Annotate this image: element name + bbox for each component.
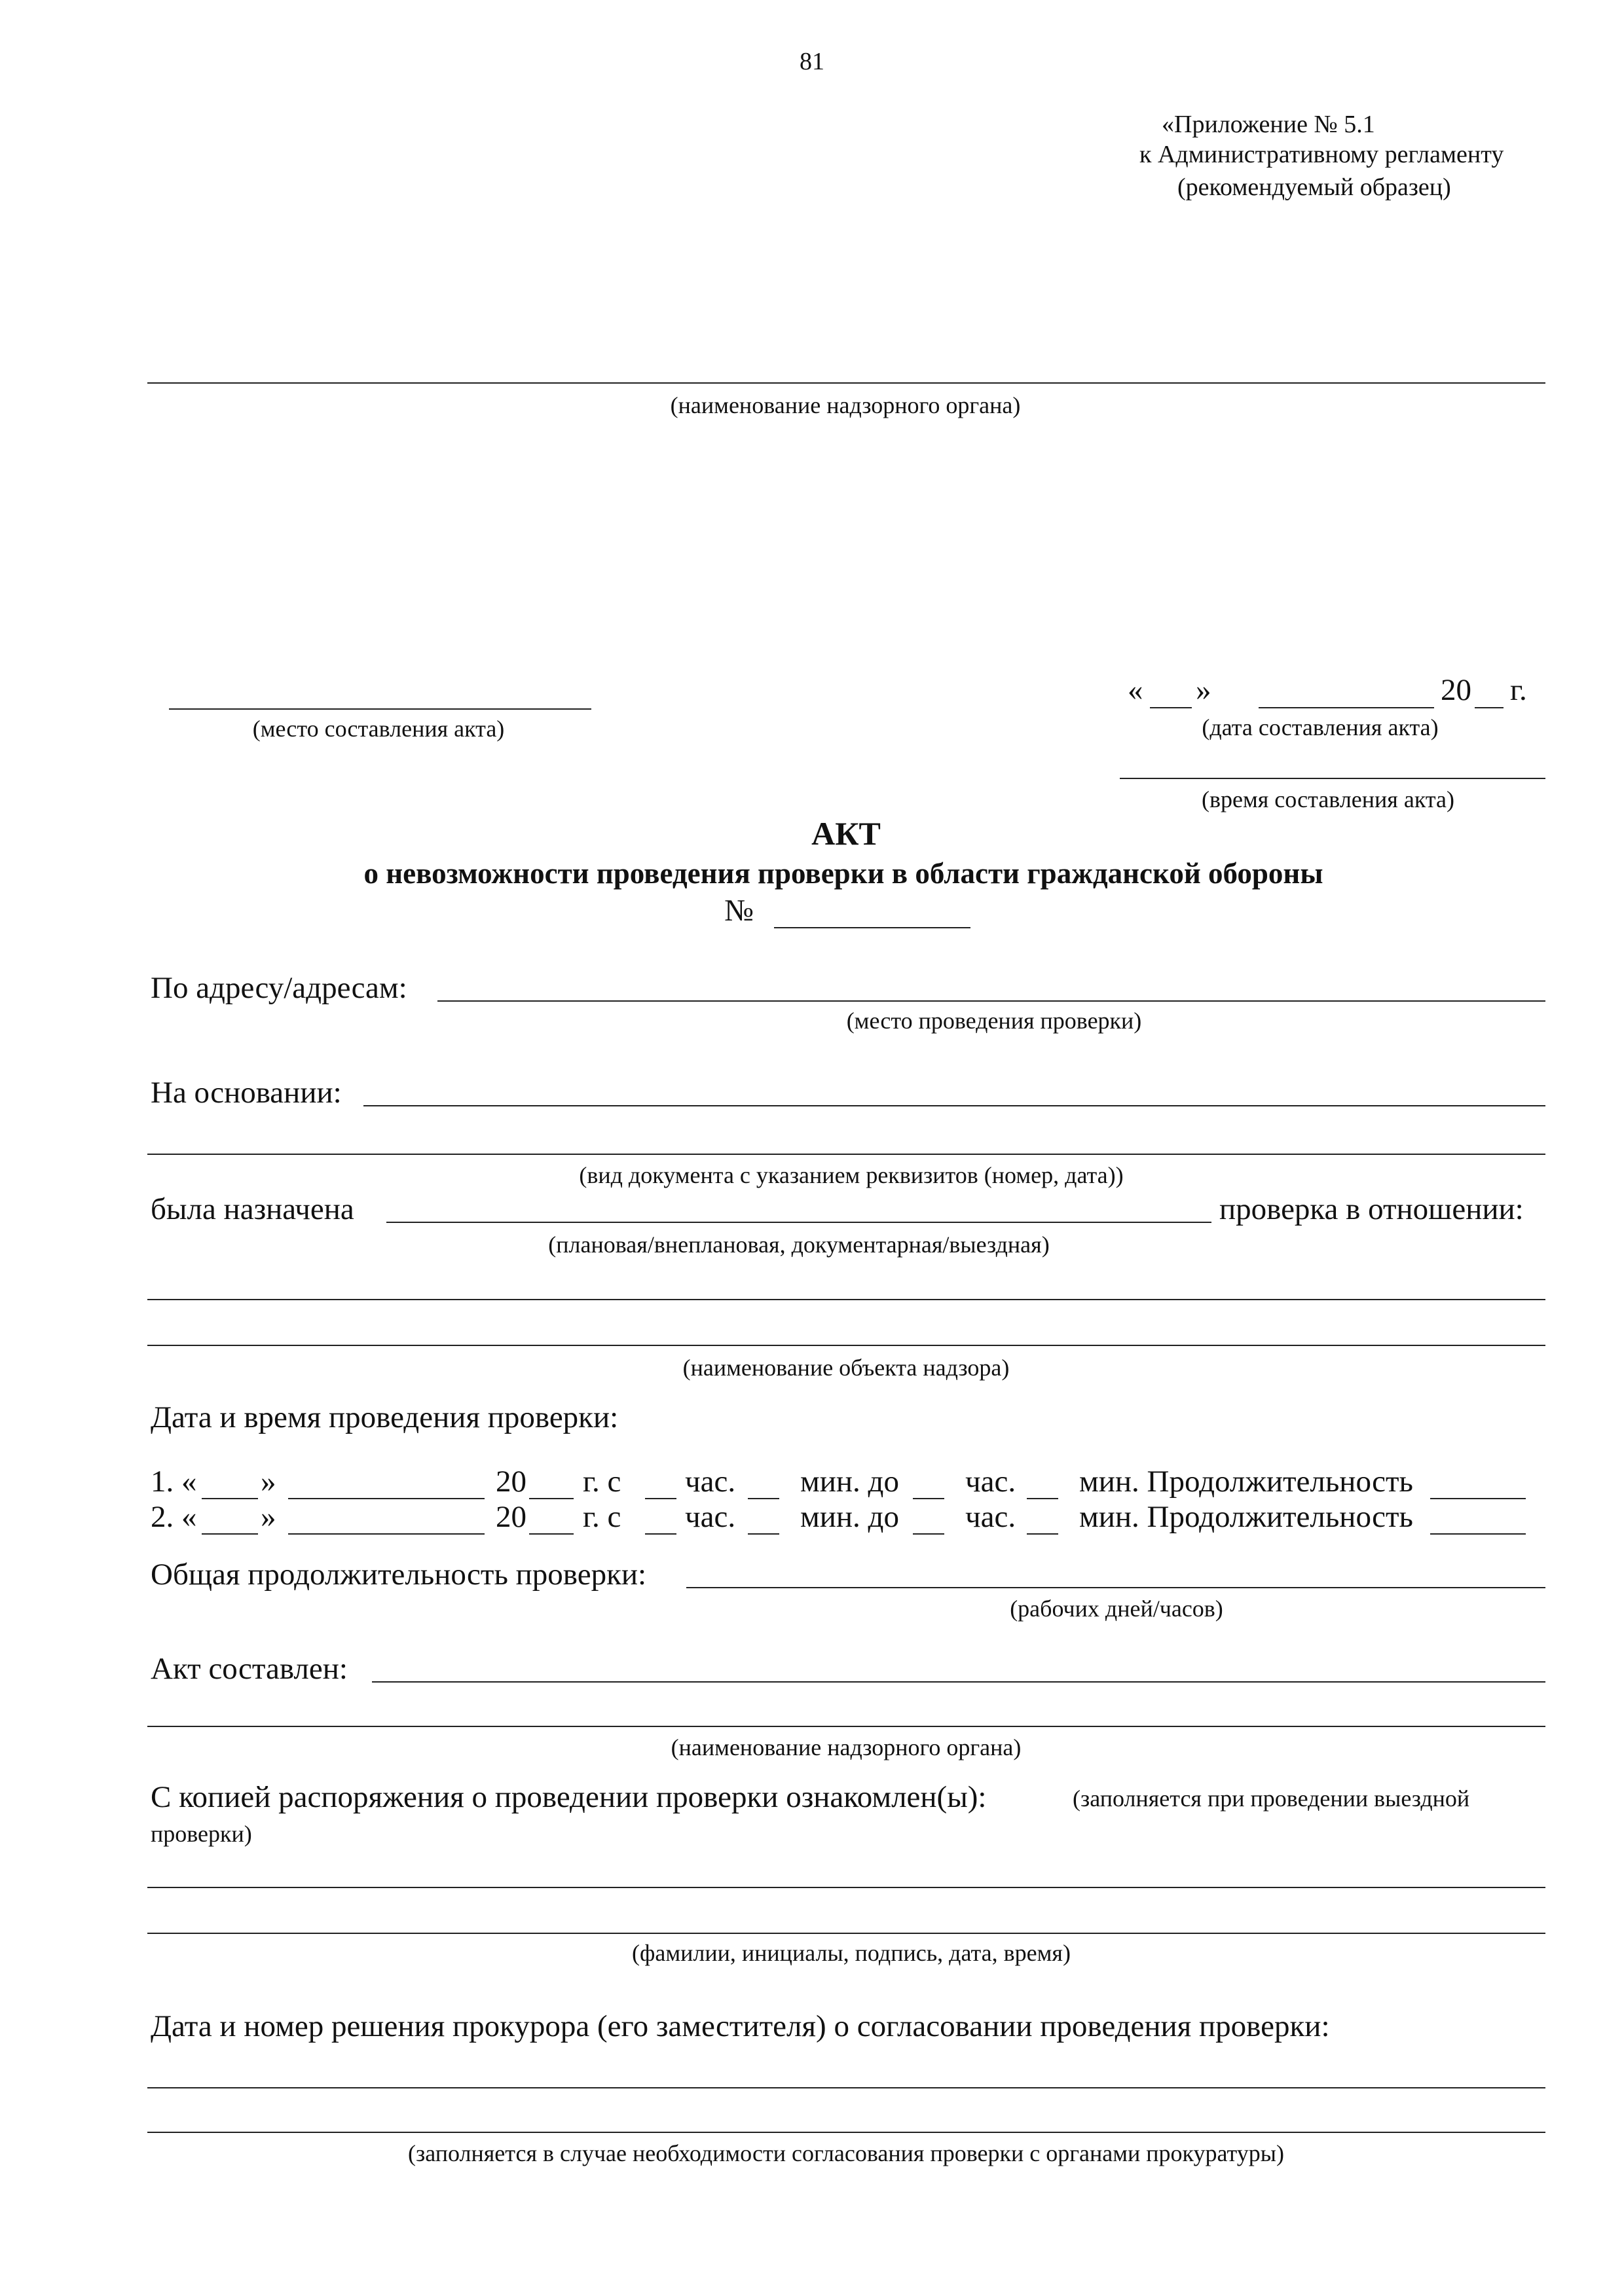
schedule-hour-to-line[interactable] bbox=[913, 1533, 944, 1535]
work-days-caption: (рабочих дней/часов) bbox=[1010, 1595, 1223, 1622]
appendix-line-2: к Административному регламенту bbox=[1139, 141, 1504, 168]
act-drawn-line-1[interactable] bbox=[372, 1681, 1545, 1683]
appendix-line-1: «Приложение № 5.1 bbox=[1162, 111, 1375, 138]
schedule-month-line[interactable] bbox=[288, 1498, 485, 1499]
document-basis-caption: (вид документа с указанием реквизитов (номер, дата)) bbox=[579, 1162, 1124, 1188]
basis-line-2[interactable] bbox=[147, 1154, 1545, 1155]
copy-note-line-b: проверки) bbox=[151, 1821, 252, 1847]
schedule-year-line[interactable] bbox=[529, 1533, 574, 1535]
address-line[interactable] bbox=[437, 1000, 1545, 1002]
schedule-row-number: 2. « bbox=[151, 1500, 197, 1534]
inspection-type-line[interactable] bbox=[386, 1222, 1211, 1223]
schedule-g-s: г. с bbox=[583, 1500, 621, 1534]
schedule-min-to-label: мин. до bbox=[800, 1500, 899, 1534]
inspection-of-label: проверка в отношении: bbox=[1219, 1192, 1524, 1226]
schedule-quote-close: » bbox=[261, 1465, 276, 1499]
datetime-label: Дата и время проведения проверки: bbox=[151, 1400, 619, 1434]
date-year-suffix: г. bbox=[1510, 673, 1527, 707]
act-number-sign: № bbox=[724, 894, 754, 928]
schedule-quote-close: » bbox=[261, 1500, 276, 1534]
signatures-line-2[interactable] bbox=[147, 1933, 1545, 1934]
place-of-act-line[interactable] bbox=[169, 708, 591, 710]
inspection-place-caption: (место проведения проверки) bbox=[846, 1008, 1142, 1034]
place-of-act-caption: (место составления акта) bbox=[252, 716, 505, 742]
schedule-year-prefix: 20 bbox=[496, 1465, 526, 1499]
basis-line-1[interactable] bbox=[363, 1105, 1545, 1106]
schedule-hour-label-2: час. bbox=[965, 1465, 1016, 1499]
schedule-hour-to-line[interactable] bbox=[913, 1498, 944, 1499]
date-month-line[interactable] bbox=[1259, 707, 1434, 708]
schedule-year-line[interactable] bbox=[529, 1498, 574, 1499]
date-year-prefix: 20 bbox=[1441, 673, 1471, 707]
copy-label: С копией распоряжения о проведении проверки ознакомлен(ы): bbox=[151, 1780, 987, 1814]
schedule-min-to-label: мин. до bbox=[800, 1465, 899, 1499]
prosecutor-note-caption: (заполняется в случае необходимости согласования проверки с органами прокуратуры) bbox=[408, 2140, 1284, 2166]
date-year-line[interactable] bbox=[1475, 707, 1504, 708]
schedule-year-prefix: 20 bbox=[496, 1500, 526, 1534]
supervisory-body-line[interactable] bbox=[147, 382, 1545, 384]
page-number: 81 bbox=[800, 48, 824, 75]
assigned-label: была назначена bbox=[151, 1192, 354, 1226]
supervision-object-caption: (наименование объекта надзора) bbox=[682, 1355, 1010, 1381]
schedule-g-s: г. с bbox=[583, 1465, 621, 1499]
schedule-min-to-line[interactable] bbox=[1027, 1533, 1058, 1535]
supervision-object-line-2[interactable] bbox=[147, 1345, 1545, 1346]
schedule-min-duration-label: мин. Продолжительность bbox=[1079, 1500, 1413, 1534]
act-drawn-label: Акт составлен: bbox=[151, 1652, 348, 1686]
basis-label: На основании: bbox=[151, 1076, 342, 1110]
schedule-min-from-line[interactable] bbox=[748, 1533, 779, 1535]
time-of-act-line[interactable] bbox=[1120, 778, 1545, 779]
supervisory-body-caption: (наименование надзорного органа) bbox=[670, 392, 1021, 418]
act-title: АКТ bbox=[811, 815, 881, 852]
date-quote-open: « bbox=[1128, 673, 1143, 707]
schedule-hour-from-line[interactable] bbox=[645, 1533, 676, 1535]
schedule-duration-line[interactable] bbox=[1430, 1533, 1526, 1535]
signatures-caption: (фамилии, инициалы, подпись, дата, время) bbox=[632, 1940, 1071, 1966]
total-duration-label: Общая продолжительность проверки: bbox=[151, 1558, 647, 1592]
prosecutor-line-1[interactable] bbox=[147, 2087, 1545, 2088]
inspection-type-caption: (плановая/внеплановая, документарная/выездная) bbox=[548, 1231, 1050, 1258]
schedule-min-from-line[interactable] bbox=[748, 1498, 779, 1499]
signatures-line-1[interactable] bbox=[147, 1887, 1545, 1888]
schedule-hour-label: час. bbox=[685, 1465, 736, 1499]
prosecutor-line-2[interactable] bbox=[147, 2132, 1545, 2133]
schedule-day-line[interactable] bbox=[202, 1498, 258, 1499]
schedule-row-number: 1. « bbox=[151, 1465, 197, 1499]
act-drawn-line-2[interactable] bbox=[147, 1726, 1545, 1727]
prosecutor-label: Дата и номер решения прокурора (его заместителя) о согласовании проведения проверки: bbox=[151, 2009, 1330, 2043]
schedule-min-to-line[interactable] bbox=[1027, 1498, 1058, 1499]
total-duration-line[interactable] bbox=[686, 1587, 1545, 1588]
schedule-month-line[interactable] bbox=[288, 1533, 485, 1535]
date-quote-close: » bbox=[1196, 673, 1211, 707]
supervisory-body-bottom-caption: (наименование надзорного органа) bbox=[671, 1734, 1022, 1760]
time-of-act-caption: (время составления акта) bbox=[1202, 786, 1454, 812]
schedule-day-line[interactable] bbox=[202, 1533, 258, 1535]
date-of-act-caption: (дата составления акта) bbox=[1202, 714, 1439, 740]
schedule-min-duration-label: мин. Продолжительность bbox=[1079, 1465, 1413, 1499]
address-label: По адресу/адресам: bbox=[151, 971, 407, 1005]
schedule-hour-label-2: час. bbox=[965, 1500, 1016, 1534]
schedule-duration-line[interactable] bbox=[1430, 1498, 1526, 1499]
date-day-line[interactable] bbox=[1150, 707, 1192, 708]
supervision-object-line-1[interactable] bbox=[147, 1299, 1545, 1300]
copy-note-line-a: (заполняется при проведении выездной bbox=[1073, 1785, 1470, 1812]
act-subtitle: о невозможности проведения проверки в области гражданской обороны bbox=[363, 857, 1323, 890]
act-number-line[interactable] bbox=[774, 927, 970, 928]
schedule-hour-from-line[interactable] bbox=[645, 1498, 676, 1499]
schedule-hour-label: час. bbox=[685, 1500, 736, 1534]
appendix-line-3: (рекомендуемый образец) bbox=[1177, 173, 1451, 201]
